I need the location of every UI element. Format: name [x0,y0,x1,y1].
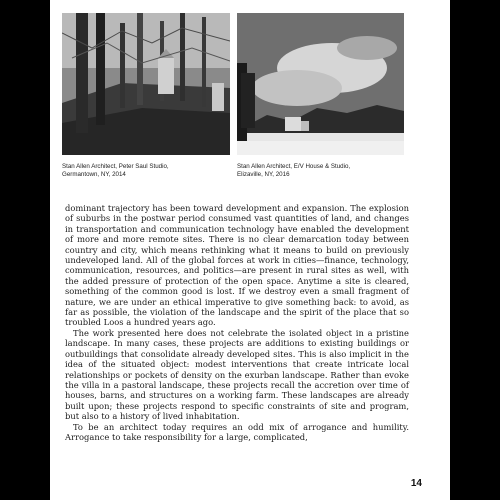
photo-ev-house-studio [237,13,404,155]
photo-peter-saul-studio [62,13,230,155]
caption-line: Stan Allen Architect, E/V House & Studio, [237,163,351,170]
photo-caption-right [237,163,402,179]
caption-line: Germantown, NY, 2014 [62,171,126,178]
paragraph-1: dominant trajectory has been toward development and expansion. The explosion of suburbs in the postwar period consumed vast quantities of land, and changes in transportation and communication technology have enabled the development of more and more remote sites. There is no clear demarcation today between country and city, which means rethinking what it means to build on previously undeveloped land. All of the global forces at work in cities—finance, technology, communication, resources, and politics—are present in rural sites as well, with the added pressure of protection of the open space. Anytime a site is cleared, something of the common good is lost. If we destroy even a small fragment of nature, we are under an ethical imperative to give something back: to avoid, as far as possible, the violation of the landscape and the spirit of the place that so troubled Loos a hundred years ago. [65,203,409,328]
photo-caption-left [62,163,227,179]
book-page [50,0,450,500]
caption-line: Stan Allen Architect, Peter Saul Studio, [62,163,169,170]
body-text [65,203,409,442]
paragraph-3: To be an architect today requires an odd mix of arrogance and humility. Arrogance to take responsibility for a large, complicated, [65,421,409,442]
paragraph-2: The work presented here does not celebrate the isolated object in a pristine landscape. In many cases, these projects are additions to existing buildings or outbuildings that consolidate already developed sites. This is also implicit in the idea of the situated object: modest interventions that create intricate local relationships or pockets of density on the exurban landscape. Rather than evoke the villa in a pastoral landscape, these projects recall the accretion over time of houses, barns, and structures on a working farm. These landscapes are already built upon; these projects respond to specific constraints of site and program, but also to a history of lived inhabitation. [65,327,409,422]
caption-line: Elizaville, NY, 2016 [237,171,290,178]
page-number: 14 [410,478,422,489]
